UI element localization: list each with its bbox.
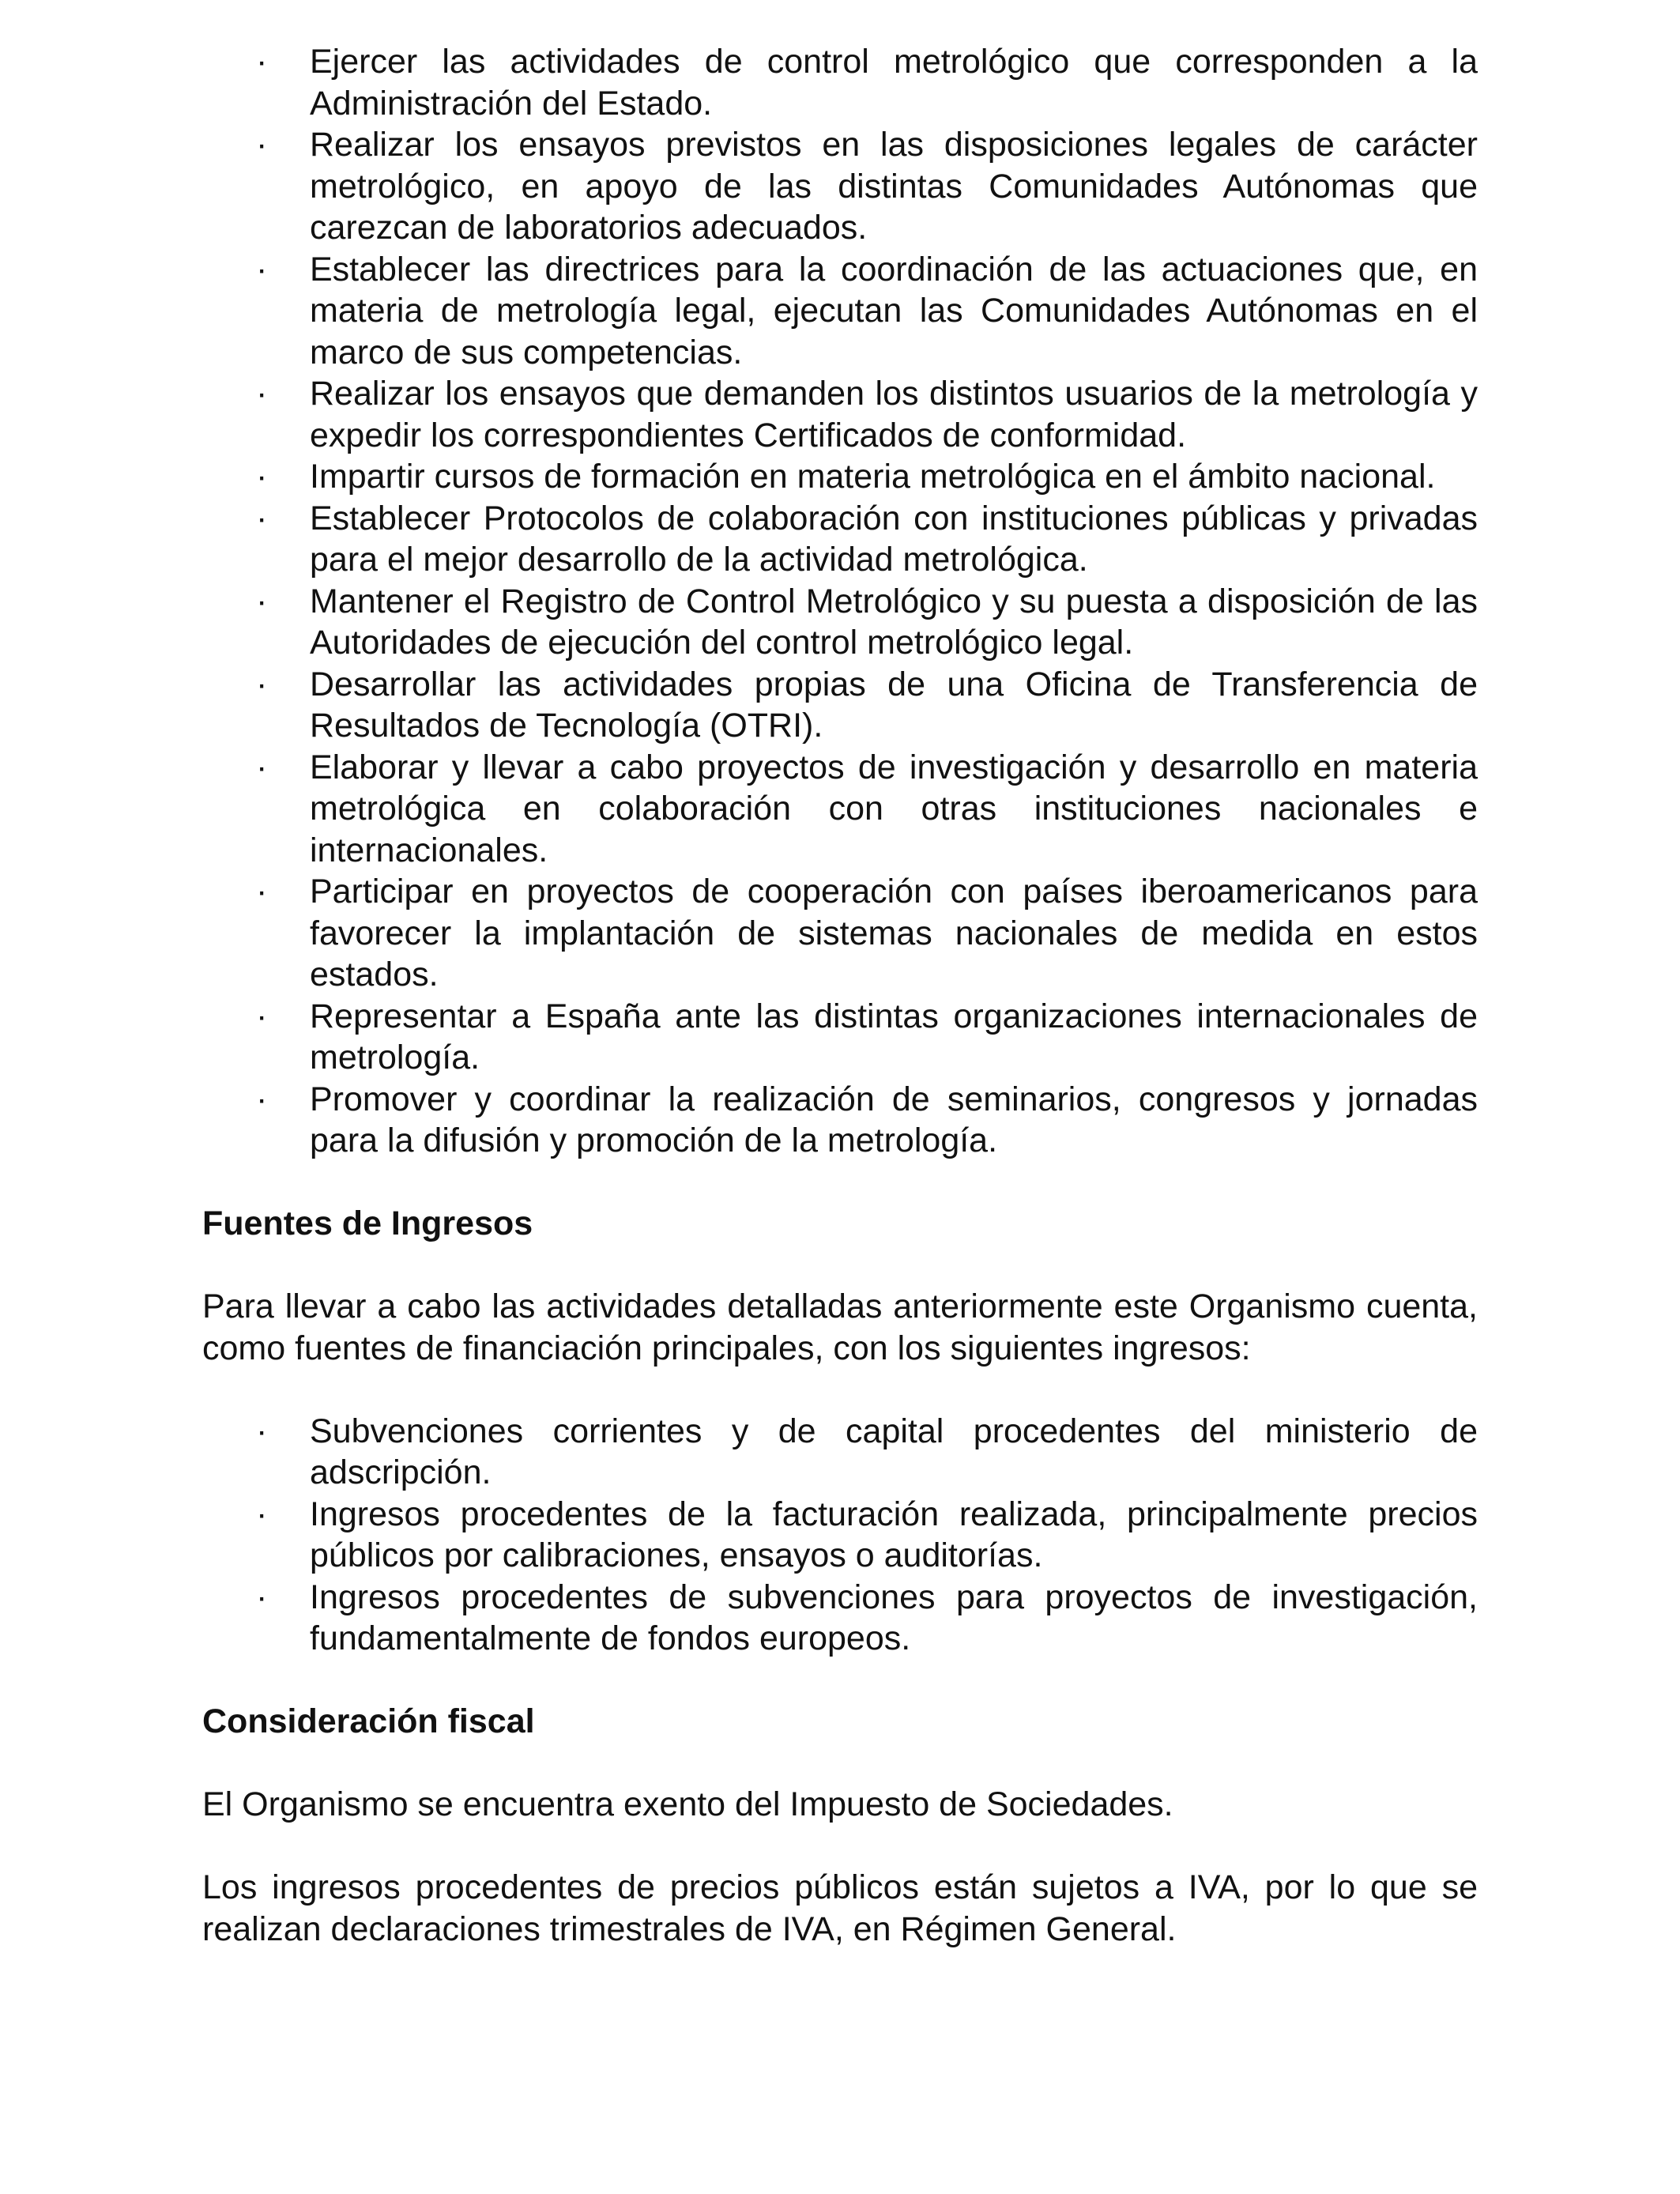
list-item-text: Ejercer las actividades de control metrológico que corresponden a la Administración del Estado. <box>310 43 1478 123</box>
spacer <box>202 1743 1478 1785</box>
spacer <box>202 1826 1478 1868</box>
section-heading-fiscal: Consideración fiscal <box>202 1702 535 1740</box>
bullet-icon: · <box>256 1495 268 1533</box>
bullet-icon: · <box>256 665 268 703</box>
bullet-icon: · <box>256 458 268 496</box>
ingresos-intro-paragraph: Para llevar a cabo las actividades detalladas anteriormente este Organismo cuenta, como fuentes de financiación principales, con los siguientes ingresos: <box>202 1287 1478 1367</box>
list-item <box>202 581 1478 664</box>
bullet-icon: · <box>256 997 268 1035</box>
list-item <box>202 1411 1478 1494</box>
functions-list <box>202 41 1478 1162</box>
list-item-text: Promover y coordinar la realización de seminarios, congresos y jornadas para la difusión y promoción de la metrología. <box>310 1080 1478 1159</box>
bullet-icon: · <box>256 582 268 620</box>
list-item <box>202 249 1478 374</box>
bullet-icon: · <box>256 43 268 81</box>
fiscal-paragraph-2: Los ingresos procedentes de precios públicos están sujetos a IVA, por lo que se realizan declaraciones trimestrales de IVA, en Régimen General. <box>202 1868 1478 1948</box>
list-item <box>202 373 1478 456</box>
spacer <box>202 1245 1478 1287</box>
list-item-text: Elaborar y llevar a cabo proyectos de investigación y desarrollo en materia metrológica en colaboración con otras instituciones nacionales e internacionales. <box>310 748 1478 869</box>
bullet-icon: · <box>256 1578 268 1616</box>
list-item-text: Desarrollar las actividades propias de una Oficina de Transferencia de Resultados de Tecnología (OTRI). <box>310 665 1478 745</box>
bullet-icon: · <box>256 499 268 537</box>
list-item <box>202 498 1478 581</box>
spacer <box>202 1369 1478 1411</box>
list-item-text: Subvenciones corrientes y de capital procedentes del ministerio de adscripción. <box>310 1412 1478 1491</box>
list-item <box>202 996 1478 1079</box>
list-item-text: Ingresos procedentes de la facturación realizada, principalmente precios públicos por calibraciones, ensayos o auditorías. <box>310 1495 1478 1574</box>
bullet-icon: · <box>256 873 268 910</box>
list-item <box>202 1577 1478 1660</box>
list-item <box>202 1079 1478 1162</box>
list-item <box>202 124 1478 249</box>
list-item-text: Establecer las directrices para la coordinación de las actuaciones que, en materia de metrología legal, ejecutan las Comunidades Autónomas en el marco de sus competencias. <box>310 250 1478 371</box>
bullet-icon: · <box>256 1412 268 1450</box>
list-item <box>202 456 1478 498</box>
list-item <box>202 871 1478 996</box>
document-page <box>202 41 1478 1950</box>
list-item <box>202 664 1478 747</box>
bullet-icon: · <box>256 1080 268 1118</box>
spacer <box>202 1162 1478 1204</box>
list-item-text: Representar a España ante las distintas organizaciones internacionales de metrología. <box>310 997 1478 1076</box>
bullet-icon: · <box>256 375 268 413</box>
list-item-text: Ingresos procedentes de subvenciones para proyectos de investigación, fundamentalmente de fondos europeos. <box>310 1578 1478 1657</box>
list-item-text: Establecer Protocolos de colaboración con instituciones públicas y privadas para el mejor desarrollo de la actividad metrológica. <box>310 499 1478 579</box>
bullet-icon: · <box>256 250 268 288</box>
list-item-text: Realizar los ensayos previstos en las disposiciones legales de carácter metrológico, en apoyo de las distintas Comunidades Autónomas que carezcan de laboratorios adecuados. <box>310 126 1478 247</box>
list-item <box>202 1494 1478 1577</box>
ingresos-list <box>202 1411 1478 1660</box>
fiscal-paragraph-1: El Organismo se encuentra exento del Impuesto de Sociedades. <box>202 1785 1173 1823</box>
list-item <box>202 747 1478 872</box>
list-item-text: Participar en proyectos de cooperación con países iberoamericanos para favorecer la implantación de sistemas nacionales de medida en estos estados. <box>310 873 1478 993</box>
bullet-icon: · <box>256 126 268 164</box>
list-item-text: Impartir cursos de formación en materia metrológica en el ámbito nacional. <box>310 458 1436 496</box>
list-item-text: Mantener el Registro de Control Metrológico y su puesta a disposición de las Autoridades de ejecución del control metrológico legal. <box>310 582 1478 662</box>
list-item-text: Realizar los ensayos que demanden los distintos usuarios de la metrología y expedir los correspondientes Certificados de conformidad. <box>310 375 1478 454</box>
list-item <box>202 41 1478 124</box>
bullet-icon: · <box>256 748 268 786</box>
spacer <box>202 1660 1478 1702</box>
section-heading-ingresos: Fuentes de Ingresos <box>202 1204 533 1242</box>
